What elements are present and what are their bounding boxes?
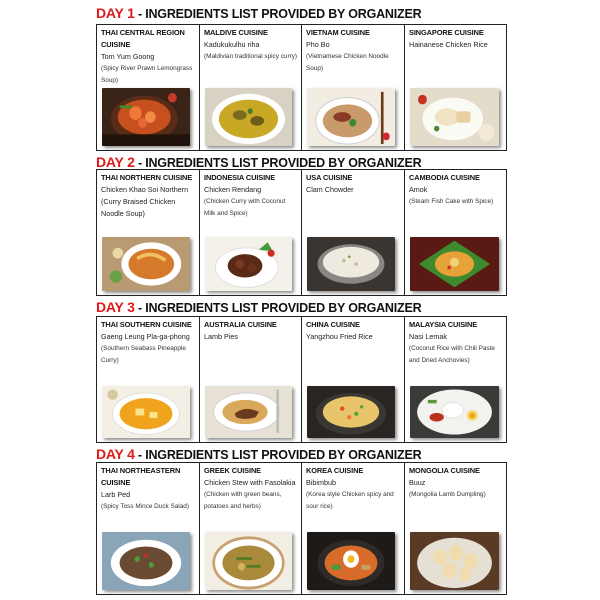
dish-cell-thai-northern	[97, 170, 200, 295]
dish-photo-curry	[205, 88, 292, 146]
day-3-grid	[96, 316, 507, 443]
day-3-header	[96, 299, 516, 317]
dish-photo-tom-yum	[102, 88, 190, 146]
dish-name: Pho Bo	[306, 40, 330, 49]
dish-name: Chicken Rendang	[204, 185, 262, 194]
cuisine-name: VIETNAM CUISINE	[306, 28, 370, 37]
dish-name: Chicken Stew with Fasolakia	[204, 478, 296, 487]
dish-cell-cambodia	[405, 170, 508, 295]
dish-photo-chicken-rice	[410, 88, 499, 146]
day-title: - INGREDIENTS LIST PROVIDED BY ORGANIZER	[134, 448, 422, 462]
cuisine-name: AUSTRALIA CUISINE	[204, 320, 277, 329]
dish-name: Chicken Khao Soi Northern (Curry Braised Chicken Noodle Soup)	[101, 185, 189, 218]
cuisine-name: USA CUISINE	[306, 173, 353, 182]
dish-cell-indonesia	[200, 170, 302, 295]
cuisine-name: THAI NORTHEASTERN CUISINE	[101, 466, 181, 487]
dish-description: (Korea style Chicken spicy and sour rice)	[306, 491, 394, 510]
dish-photo-buuz	[410, 532, 499, 590]
dish-description: (Coconut Rice with Chili Paste and Dried Anchovies)	[409, 345, 495, 364]
dish-photo-clam-chowder	[307, 237, 395, 291]
cuisine-name: GREEK CUISINE	[204, 466, 262, 475]
dish-cell-singapore	[405, 25, 508, 150]
dish-photo-amok	[410, 237, 499, 291]
cuisine-name: THAI NORTHERN CUISINE	[101, 173, 193, 182]
dish-photo-fried-rice	[307, 386, 395, 438]
dish-name: Bibimbub	[306, 478, 336, 487]
dish-cell-china	[302, 317, 405, 442]
dish-cell-mongolia	[405, 463, 508, 594]
dish-description: (Spicy River Prawn Lemongrass Soup)	[101, 65, 193, 84]
dish-cell-thai-southern	[97, 317, 200, 442]
day-1-grid	[96, 24, 507, 151]
dish-description: (Mongolia Lamb Dumpling)	[409, 491, 486, 498]
cuisine-name: MALAYSIA CUISINE	[409, 320, 478, 329]
dish-name: Amok	[409, 185, 428, 194]
dish-photo-yellow-curry	[102, 386, 190, 438]
cuisine-name: THAI CENTRAL REGION CUISINE	[101, 28, 185, 49]
dish-name: Buuz	[409, 478, 426, 487]
day-label: DAY 4	[96, 446, 135, 462]
dish-photo-lamb-pie	[205, 386, 292, 438]
dish-description: (Spicy Toss Mince Duck Salad)	[101, 503, 189, 510]
day-title: - INGREDIENTS LIST PROVIDED BY ORGANIZER	[134, 156, 422, 170]
cuisine-name: SINGAPORE CUISINE	[409, 28, 484, 37]
day-title: - INGREDIENTS LIST PROVIDED BY ORGANIZER	[134, 301, 422, 315]
cuisine-name: KOREA CUISINE	[306, 466, 364, 475]
dish-cell-thai-central	[97, 25, 200, 150]
dish-cell-maldive	[200, 25, 302, 150]
cuisine-name: MALDIVE CUISINE	[204, 28, 268, 37]
cuisine-name: CAMBODIA CUISINE	[409, 173, 480, 182]
day-label: DAY 2	[96, 154, 135, 170]
dish-photo-bibimbap	[307, 532, 395, 590]
dish-name: Lamb Pies	[204, 332, 238, 341]
dish-photo-larb	[102, 532, 190, 590]
dish-photo-pho	[307, 88, 395, 146]
day-label: DAY 3	[96, 299, 135, 315]
day-4-grid	[96, 462, 507, 595]
dish-cell-malaysia	[405, 317, 508, 442]
cuisine-name: CHINA CUISINE	[306, 320, 360, 329]
dish-description: (Steam Fish Cake with Spice)	[409, 198, 494, 205]
dish-photo-khao-soi	[102, 237, 190, 291]
dish-description: (Southern Seabass Pineapple Curry)	[101, 345, 186, 364]
day-2-grid	[96, 169, 507, 296]
dish-photo-rendang	[205, 237, 292, 291]
dish-description: (Maldivian traditional spicy curry)	[204, 53, 298, 60]
dish-cell-usa	[302, 170, 405, 295]
dish-cell-australia	[200, 317, 302, 442]
dish-photo-chicken-stew	[205, 532, 292, 590]
cuisine-name: INDONESIA CUISINE	[204, 173, 276, 182]
dish-photo-nasi-lemak	[410, 386, 499, 438]
day-title: - INGREDIENTS LIST PROVIDED BY ORGANIZER	[134, 7, 422, 21]
cuisine-name: THAI SOUTHERN CUISINE	[101, 320, 192, 329]
dish-description: (Chicken with green beans, potatoes and herbs)	[204, 491, 282, 510]
dish-name: Gaeng Leung Pla-ga-phong	[101, 332, 190, 341]
dish-name: Kadukukulhu riha	[204, 40, 260, 49]
dish-name: Nasi Lemak	[409, 332, 447, 341]
dish-description: (Chicken Curry with Coconut Milk and Spice)	[204, 198, 286, 217]
dish-description: (Vietnamese Chicken Noodle Soup)	[306, 53, 389, 72]
dish-cell-vietnam	[302, 25, 405, 150]
dish-cell-thai-northeastern	[97, 463, 200, 594]
dish-name: Hainanese Chicken Rice	[409, 40, 488, 49]
dish-cell-korea	[302, 463, 405, 594]
dish-cell-greek	[200, 463, 302, 594]
dish-name: Tom Yum Goong	[101, 52, 155, 61]
day-label: DAY 1	[96, 5, 135, 21]
day-1-header	[96, 5, 516, 23]
dish-name: Clam Chowder	[306, 185, 354, 194]
dish-name: Yangzhou Fried Rice	[306, 332, 373, 341]
dish-name: Larb Ped	[101, 490, 131, 499]
cuisine-name: MONGOLIA CUISINE	[409, 466, 480, 475]
